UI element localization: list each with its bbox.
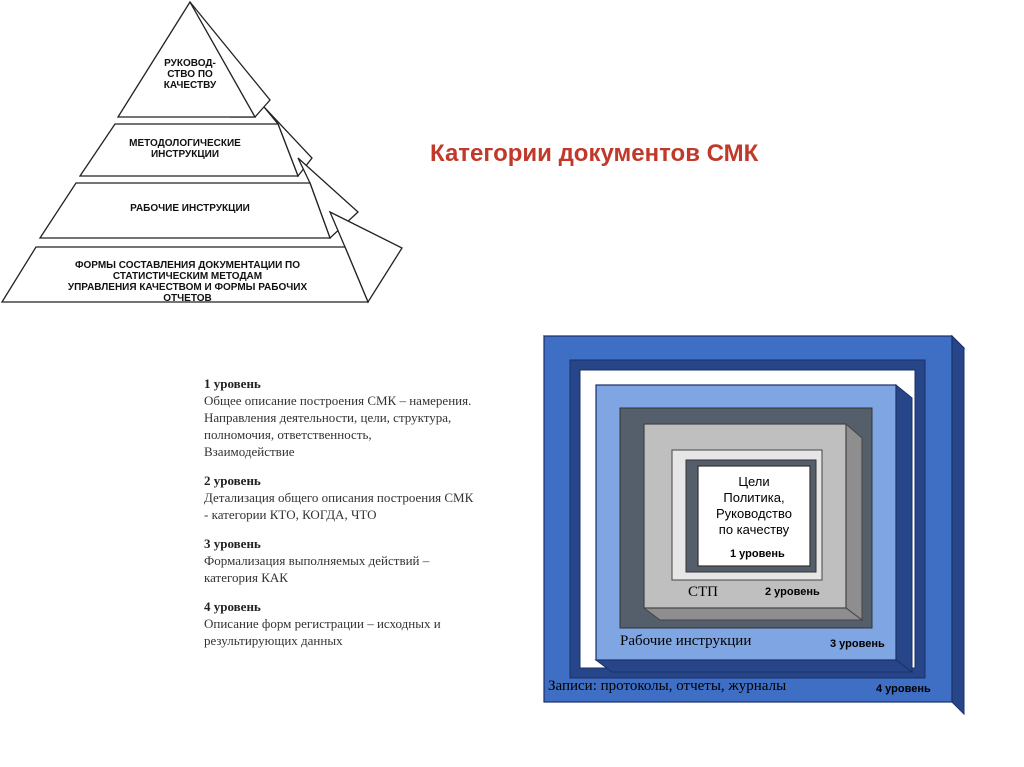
- level-2-heading: 2 уровень: [204, 473, 261, 488]
- level-1-box-text: Цели Политика, Руководство по качеству: [716, 474, 792, 537]
- level-3-text: Формализация выполняемых действий – категория КАК: [204, 553, 430, 585]
- level-4-box-label: 4 уровень: [876, 683, 931, 695]
- level-4-frame-right: [952, 336, 964, 714]
- level-2-frame-bottom: [644, 608, 862, 620]
- level-3-frame-right: [896, 385, 912, 672]
- pyramid-tier-4-label: ФОРМЫ СОСТАВЛЕНИЯ ДОКУМЕНТАЦИИ ПО СТАТИСТИЧЕСКИМ МЕТОДАМ УПРАВЛЕНИЯ КАЧЕСТВОМ И ФОРМЫ РАБОЧИХ ОТЧЕТОВ: [67, 260, 308, 304]
- level-1-box-label: 1 уровень: [730, 548, 785, 560]
- level-4-heading: 4 уровень: [204, 599, 261, 614]
- level-4-box-text: Записи: протоколы, отчеты, журналы: [548, 678, 787, 694]
- level-2-box-text: СТП: [688, 584, 718, 600]
- level-3-heading: 3 уровень: [204, 536, 261, 551]
- level-1-text: Общее описание построения СМК – намерения. Направления деятельности, цели, структура, полномочия, ответственность, Взаимодействие: [204, 393, 472, 459]
- pyramid-tier-2-label: МЕТОДОЛОГИЧЕСКИЕ ИНСТРУКЦИИ: [129, 138, 241, 160]
- pyramid-tier-1-label: РУКОВОД- СТВО ПО КАЧЕСТВУ: [163, 58, 217, 91]
- level-4-text: Описание форм регистрации – исходных и результирующих данных: [204, 616, 441, 648]
- level-3-box-text: Рабочие инструкции: [620, 633, 752, 649]
- level-3-frame-bottom: [596, 660, 912, 672]
- level-2-text: Детализация общего описания построения СМК - категории КТО, КОГДА, ЧТО: [204, 490, 474, 522]
- level-2-frame-right: [846, 424, 862, 620]
- level-2-box-label: 2 уровень: [765, 586, 820, 598]
- pyramid-tier-3-label: РАБОЧИЕ ИНСТРУКЦИИ: [130, 203, 250, 214]
- level-1-heading: 1 уровень: [204, 376, 261, 391]
- slide-title: Категории документов СМК: [430, 140, 759, 167]
- level-3-box-label: 3 уровень: [830, 638, 885, 650]
